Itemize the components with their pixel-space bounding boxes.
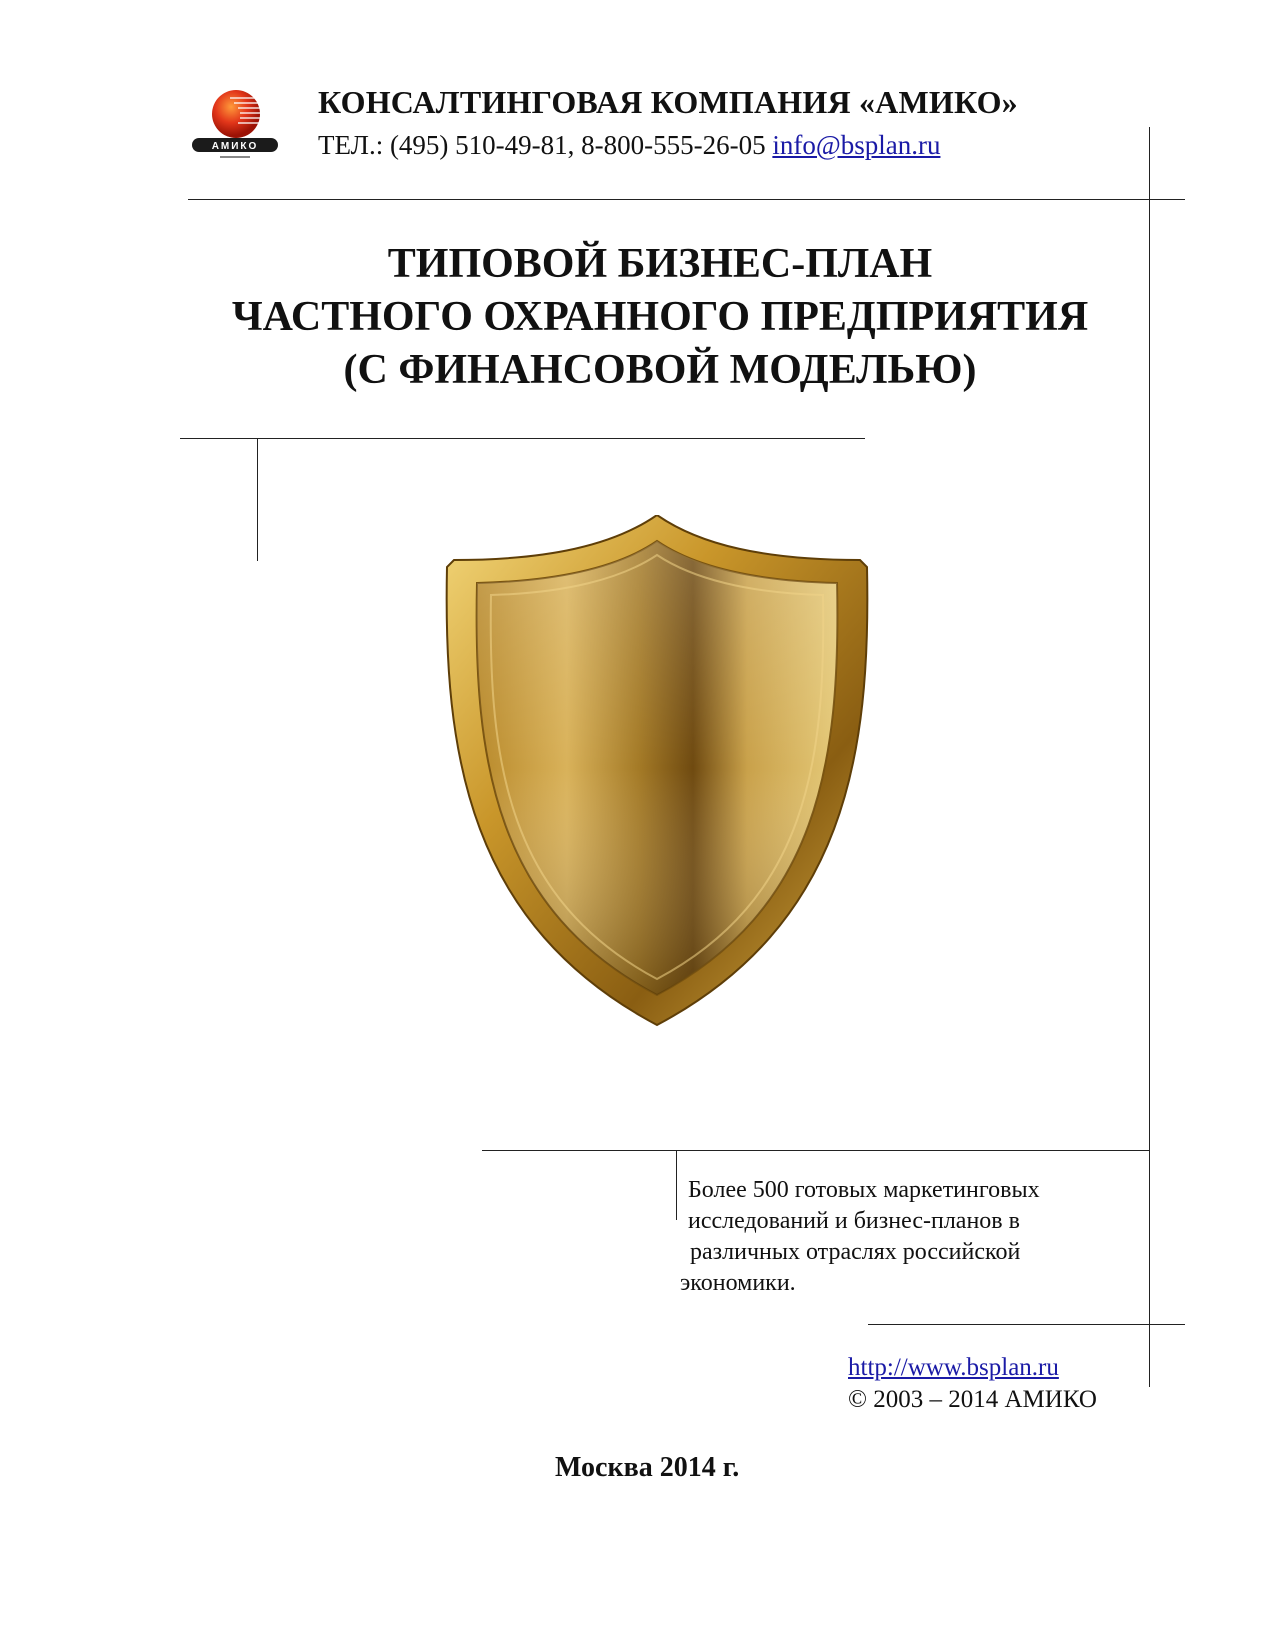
promo-left-line xyxy=(676,1150,677,1220)
header-divider xyxy=(188,199,1185,200)
promo-line-2: исследований и бизнес-планов в xyxy=(688,1208,1020,1234)
title-divider xyxy=(180,438,865,439)
company-name: КОНСАЛТИНГОВАЯ КОМПАНИЯ «АМИКО» xyxy=(318,84,1018,120)
promo-divider xyxy=(482,1150,1150,1151)
website-link[interactable]: http://www.bsplan.ru xyxy=(848,1354,1059,1381)
document-title xyxy=(140,238,1180,397)
title-line-3: (С ФИНАНСОВОЙ МОДЕЛЬЮ) xyxy=(343,347,977,393)
title-line-1: ТИПОВОЙ БИЗНЕС-ПЛАН xyxy=(387,241,933,287)
email-link[interactable]: info@bsplan.ru xyxy=(772,130,941,160)
contact-line xyxy=(318,130,940,161)
gold-shield-image xyxy=(445,515,900,1055)
promo-line-3: различных отраслях российской xyxy=(690,1239,1021,1265)
promo-text xyxy=(680,1175,1108,1299)
logo-wordmark: АМИКО xyxy=(211,141,259,152)
promo-line-1: Более 500 готовых маркетинговых xyxy=(688,1177,1040,1203)
city-year: Москва 2014 г. xyxy=(555,1452,740,1483)
footer-divider xyxy=(868,1324,1185,1325)
phone-numbers: ТЕЛ.: (495) 510-49-81, 8-800-555-26-05 xyxy=(318,130,766,160)
title-line-2: ЧАСТНОГО ОХРАННОГО ПРЕДПРИЯТИЯ xyxy=(231,294,1089,340)
promo-line-4: экономики. xyxy=(680,1270,796,1296)
copyright-text: © 2003 – 2014 АМИКО xyxy=(848,1386,1097,1413)
amiko-logo xyxy=(190,86,280,166)
frame-left-line xyxy=(257,438,258,561)
